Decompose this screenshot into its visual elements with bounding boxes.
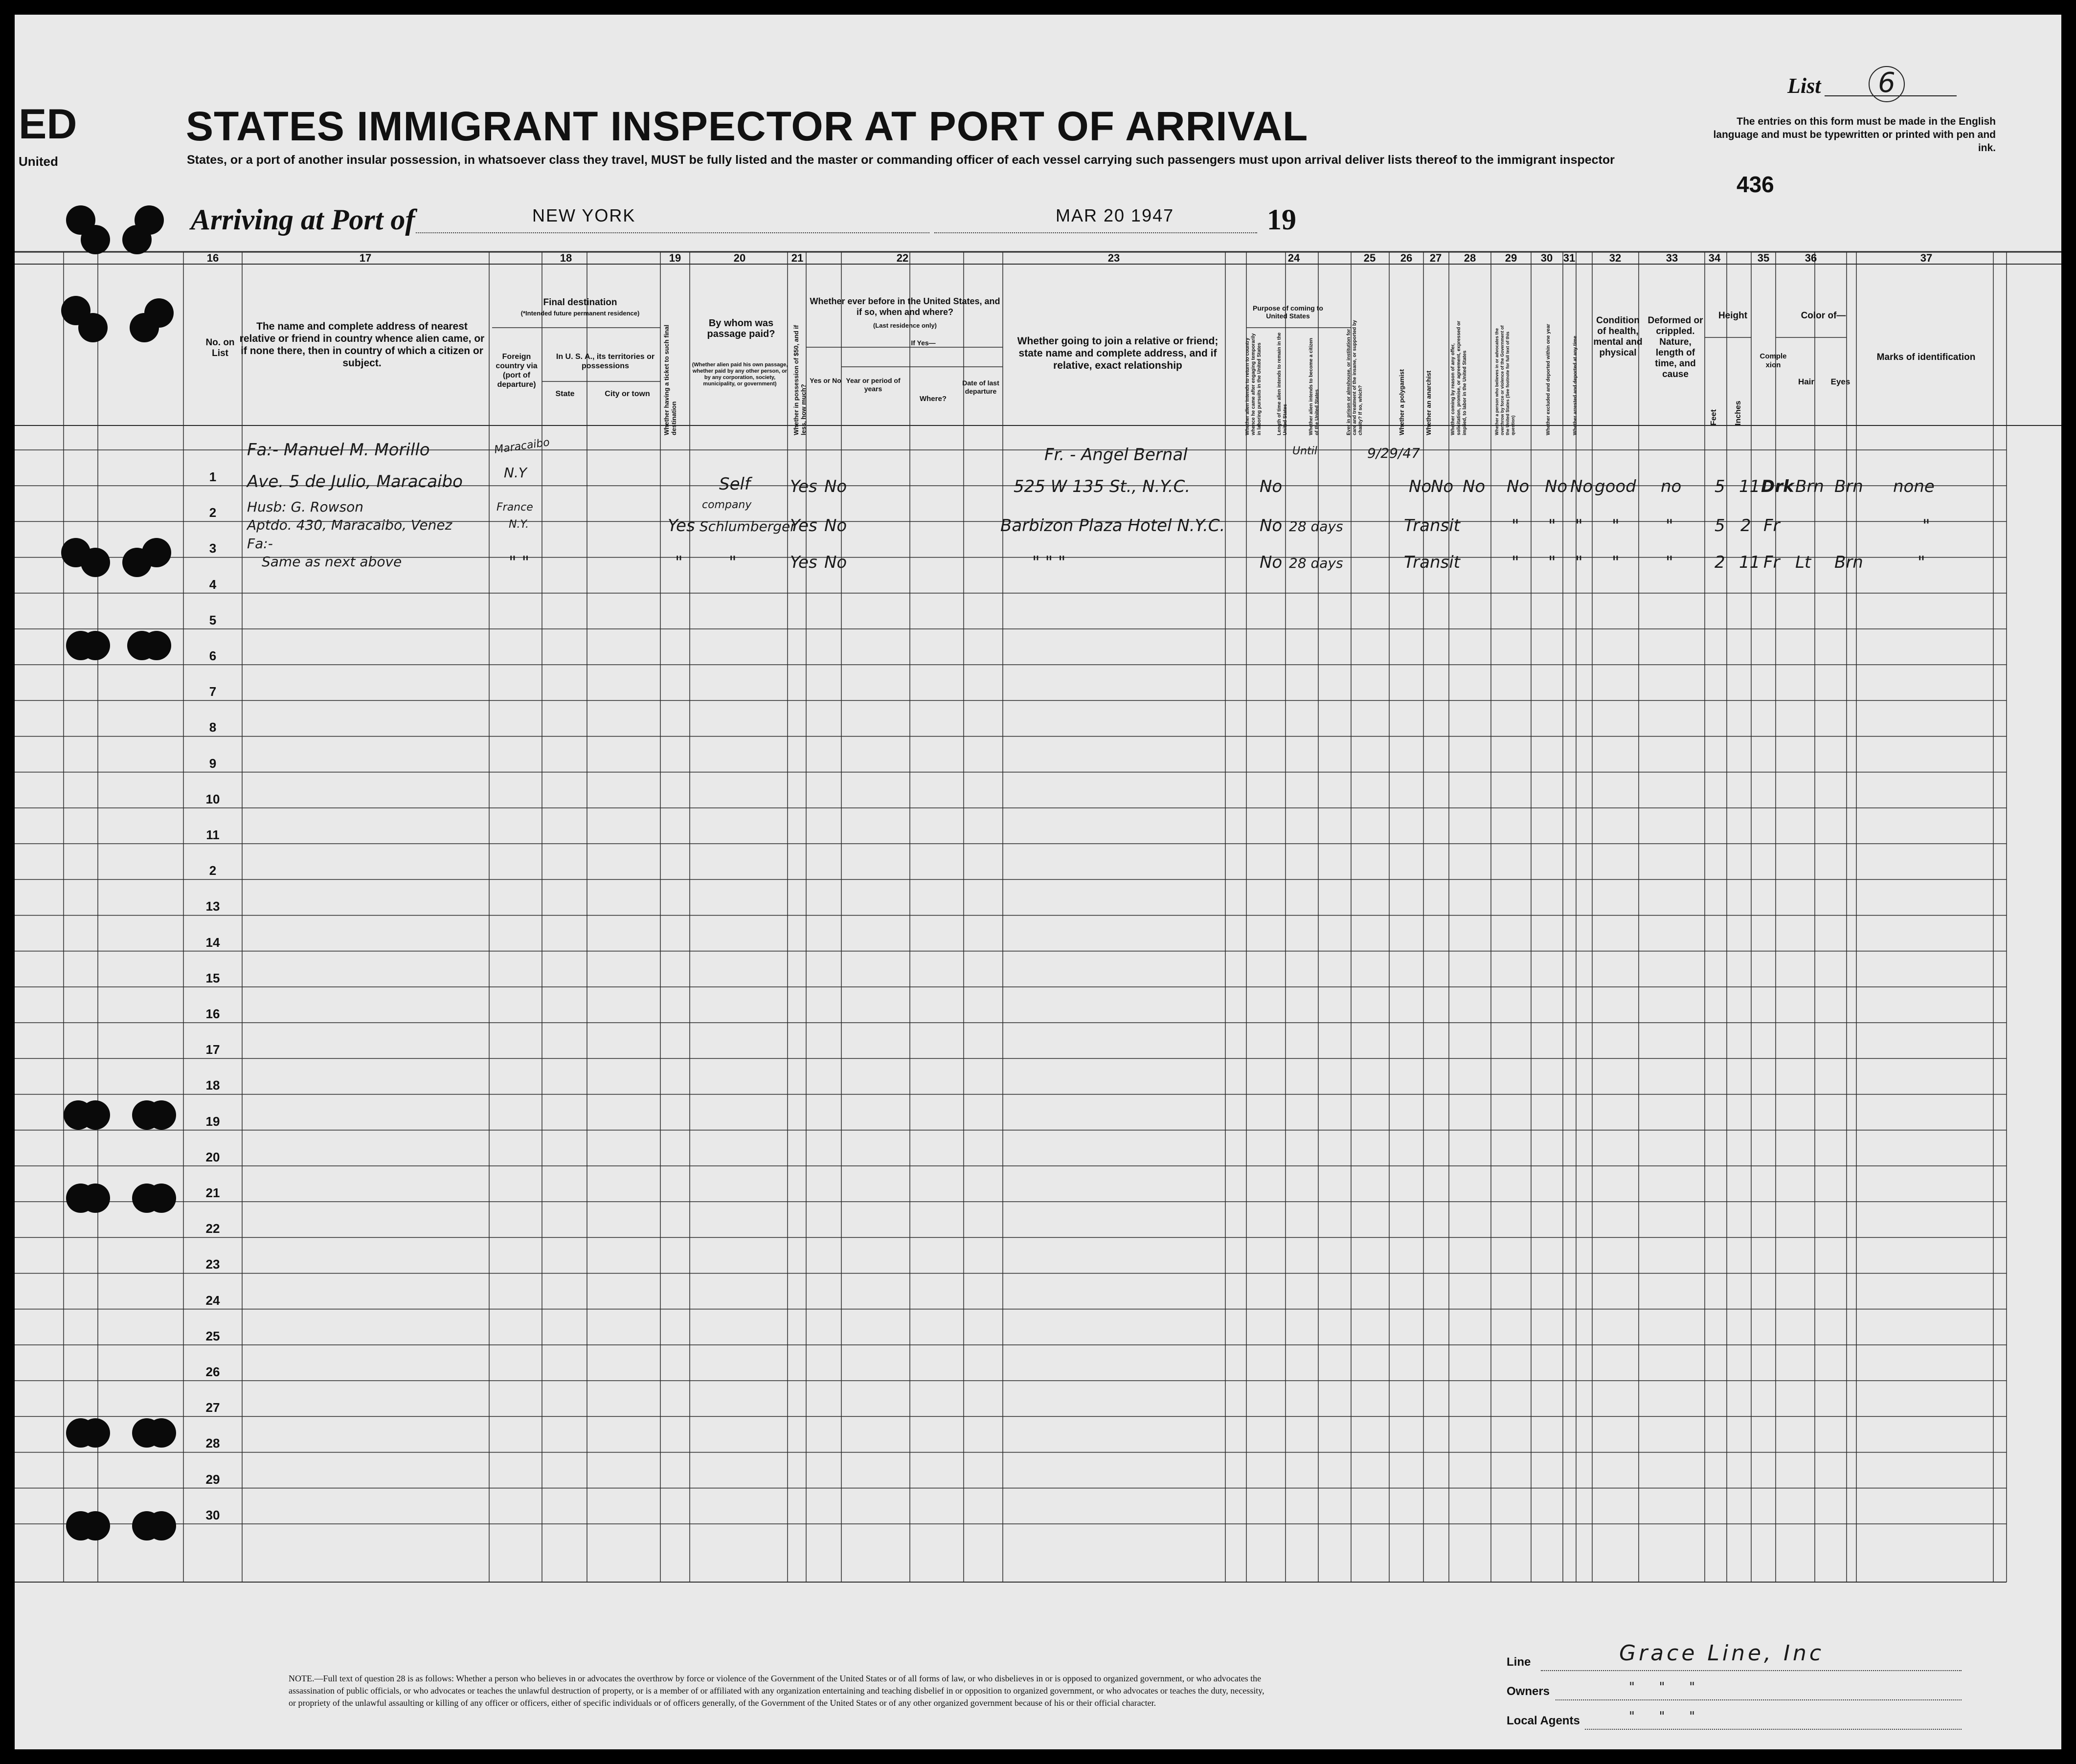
local-agents-label: Local Agents bbox=[1507, 1714, 1580, 1727]
row-number: 24 bbox=[205, 1293, 220, 1308]
row-number: 16 bbox=[205, 1006, 220, 1021]
line-value: Grace Line, Inc bbox=[1619, 1641, 1825, 1666]
header-c22-ifyes: If Yes— bbox=[911, 339, 936, 347]
column-number: 28 bbox=[1464, 252, 1476, 264]
r1-feet: 5 bbox=[1715, 477, 1725, 496]
r2-foreign-via: France bbox=[496, 501, 533, 514]
column-number: 29 bbox=[1505, 252, 1517, 264]
r3-complexion: Fr bbox=[1763, 553, 1780, 572]
header-c37: Marks of identification bbox=[1876, 352, 1976, 362]
punch-hole bbox=[81, 548, 110, 577]
column-number: 36 bbox=[1805, 252, 1817, 264]
r1-overthrow: No bbox=[1507, 477, 1530, 496]
row-number: 17 bbox=[205, 1042, 220, 1057]
line-underline bbox=[1541, 1670, 1962, 1671]
r3-deformed: " bbox=[1666, 553, 1673, 572]
r1-joining-address: 525 W 135 St., N.Y.C. bbox=[1014, 477, 1191, 496]
header-c21: Whether in possession of $50, and if less, how much? bbox=[792, 325, 807, 435]
r2-feet: 5 bbox=[1715, 516, 1725, 536]
header-c34-feet: Feet bbox=[1710, 409, 1718, 425]
arriving-label: Arriving at Port of bbox=[191, 203, 415, 236]
header-c20-note: (Whether alien paid his own passage, whether paid by any other person, or by any corporation, society, municipality, or government) bbox=[692, 362, 788, 387]
row-number: 6 bbox=[209, 648, 217, 663]
r1-marks: none bbox=[1893, 477, 1935, 496]
r2-paid-by-note: company bbox=[702, 499, 752, 511]
r2-joining: Barbizon Plaza Hotel N.Y.C. bbox=[1000, 516, 1225, 536]
header-c25: Ever in prison or almshouse, or institution for care and treatment of the insane, or supported by charity? If so, which? bbox=[1346, 320, 1363, 435]
header-c18-usa: In U. S. A., its territories or possessions bbox=[556, 353, 655, 370]
header-no-on-list: No. on List bbox=[205, 337, 235, 358]
column-number: 30 bbox=[1540, 252, 1553, 264]
r2-return: No bbox=[1260, 516, 1283, 536]
form-number: 436 bbox=[1737, 172, 1774, 197]
column-number: 22 bbox=[896, 252, 909, 264]
r3-ticket: " bbox=[675, 553, 683, 572]
header-c23: Whether going to join a relative or friend; state name and complete address, and if relative, exact relationship bbox=[1017, 335, 1219, 371]
r3-relative-address: Same as next above bbox=[262, 554, 402, 570]
r1-offer: No bbox=[1463, 477, 1486, 496]
r1-hair: Brn bbox=[1795, 477, 1824, 496]
r1-return: No bbox=[1260, 477, 1283, 496]
header-c36-eyes: Eyes bbox=[1830, 377, 1850, 386]
header-c18-sub: (*Intended future permanent residence) bbox=[520, 310, 640, 317]
r1-anarchist: No bbox=[1431, 477, 1454, 496]
column-number: 25 bbox=[1363, 252, 1376, 264]
r2-arrested: " bbox=[1575, 516, 1583, 536]
year-prefix: 19 bbox=[1267, 203, 1296, 236]
table-grid bbox=[15, 15, 2061, 1749]
header-c24-b: Length of time alien intends to remain in the United States bbox=[1277, 332, 1288, 435]
column-number: 37 bbox=[1920, 252, 1933, 264]
header-c17: The name and complete address of nearest relative or friend in country whence alien came, or if none there, then in country of which a citizen or subject. bbox=[239, 321, 485, 369]
header-c22-sub: (Last residence only) bbox=[873, 322, 937, 329]
row-number: 2 bbox=[209, 505, 217, 520]
r1-joining-name: Fr. - Angel Bernal bbox=[1044, 445, 1188, 465]
row-number: 13 bbox=[205, 899, 220, 914]
row-number: 1 bbox=[209, 469, 217, 484]
r2-overthrow: " bbox=[1512, 516, 1519, 536]
header-c18-foreign: Foreign country via (port of departure) bbox=[496, 353, 538, 389]
column-number: 35 bbox=[1757, 252, 1770, 264]
punch-hole bbox=[81, 1100, 110, 1130]
header-c35: Complexion bbox=[1760, 352, 1787, 369]
header-c20: By whom was passage paid? bbox=[707, 318, 775, 339]
date-value: MAR 20 1947 bbox=[1056, 205, 1174, 225]
header-c22-where: Where? bbox=[919, 395, 947, 403]
punch-hole bbox=[122, 548, 152, 577]
left-edge-fragment-2: United bbox=[19, 154, 58, 169]
r3-purpose: Transit bbox=[1404, 553, 1460, 572]
r1-paid-by: Self bbox=[719, 474, 750, 494]
page-title: STATES IMMIGRANT INSPECTOR AT PORT OF ARRIVAL bbox=[186, 103, 1309, 149]
entries-note: The entries on this form must be made in the English language and must be typewritten or printed with pen and ink. bbox=[1713, 116, 1996, 154]
port-line bbox=[416, 232, 929, 233]
row-number: 11 bbox=[206, 827, 220, 842]
r3-ever-before: No bbox=[824, 553, 847, 572]
column-number: 18 bbox=[560, 252, 572, 264]
r3-excluded: " bbox=[1548, 553, 1556, 572]
r1-health: good bbox=[1595, 477, 1636, 496]
punch-hole bbox=[122, 225, 152, 254]
row-number: 14 bbox=[205, 935, 220, 950]
r1-date-note: 9/29/47 bbox=[1367, 445, 1420, 461]
list-number: 6 bbox=[1869, 66, 1905, 102]
column-number: 19 bbox=[669, 252, 681, 264]
column-number: 32 bbox=[1609, 252, 1622, 264]
r2-inches: 2 bbox=[1740, 516, 1751, 536]
column-number: 21 bbox=[791, 252, 804, 264]
header-c34: Height bbox=[1718, 311, 1748, 321]
r3-length: 28 days bbox=[1289, 555, 1343, 571]
owners-label: Owners bbox=[1507, 1685, 1550, 1698]
row-number: 25 bbox=[205, 1328, 220, 1343]
row-number: 3 bbox=[209, 541, 217, 556]
r1-complexion: Drk bbox=[1761, 477, 1794, 496]
r2-funds: Yes bbox=[790, 516, 817, 536]
punch-hole bbox=[132, 1418, 161, 1448]
r3-return: No bbox=[1260, 553, 1283, 572]
column-number: 23 bbox=[1107, 252, 1120, 264]
r2-marks: " bbox=[1922, 516, 1930, 536]
line-label: Line bbox=[1507, 1655, 1531, 1669]
row-number: 29 bbox=[205, 1472, 220, 1487]
row-number: 19 bbox=[205, 1114, 220, 1129]
r1-inches: 11 bbox=[1739, 477, 1760, 496]
r1-eyes: Brn bbox=[1834, 477, 1863, 496]
r2-purpose: Transit bbox=[1404, 516, 1460, 536]
r3-health: " bbox=[1612, 553, 1620, 572]
r2-deformed: " bbox=[1666, 516, 1673, 536]
r1-relative-address: Ave. 5 de Julio, Maracaibo bbox=[247, 472, 463, 491]
row-number: 21 bbox=[205, 1185, 220, 1200]
r2-length: 28 days bbox=[1289, 518, 1343, 535]
r2-relative-name: Husb: G. Rowson bbox=[247, 499, 363, 515]
r2-paid-by: Schlumberger bbox=[700, 518, 796, 535]
r1-arrested: No bbox=[1570, 477, 1593, 496]
column-number: 34 bbox=[1708, 252, 1721, 264]
row-number: 20 bbox=[205, 1149, 220, 1164]
punch-hole bbox=[81, 1418, 110, 1448]
page-subtitle: States, or a port of another insular possession, in whatsoever class they travel, MUST be fully listed and the master or commanding officer of each vessel carrying such passengers must upon arrival deliver lists thereof to the immigrant inspector bbox=[187, 153, 1615, 167]
header-c22-date: Date of last departure bbox=[962, 379, 999, 395]
agents-underline bbox=[1585, 1729, 1962, 1730]
r3-paid-by: " bbox=[729, 553, 737, 572]
r3-joining: " " " bbox=[1032, 553, 1066, 572]
list-label: List bbox=[1787, 74, 1821, 98]
punch-hole bbox=[132, 1511, 161, 1541]
r1-polygamist: No bbox=[1409, 477, 1432, 496]
r3-arrested: " bbox=[1575, 553, 1583, 572]
r2-relative-address: Aptdo. 430, Maracaibo, Venez bbox=[247, 517, 452, 533]
local-agents-value: " " " bbox=[1629, 1709, 1695, 1724]
header-c24: Purpose of coming to United States bbox=[1253, 304, 1323, 320]
row-number: 7 bbox=[209, 684, 217, 699]
r1-ever-before: No bbox=[824, 477, 847, 496]
header-c36-hair: Hair bbox=[1798, 377, 1815, 386]
punch-hole bbox=[78, 313, 108, 342]
header-c18-city: City or town bbox=[605, 390, 650, 398]
r3-marks: " bbox=[1918, 553, 1925, 572]
punch-hole bbox=[130, 313, 159, 342]
r3-foreign-via: " " bbox=[509, 553, 530, 572]
header-c26: Whether a polygamist bbox=[1398, 369, 1405, 435]
r1-foreign-via: Maracaibo bbox=[493, 436, 551, 456]
row-number: 30 bbox=[205, 1507, 220, 1522]
header-c18-state: State bbox=[555, 390, 575, 398]
row-number: 23 bbox=[205, 1257, 220, 1272]
row-number: 5 bbox=[209, 612, 217, 627]
punch-hole bbox=[81, 1511, 110, 1541]
header-c29: Whether a person who believes in or advocates the overthrow by force or violence of the Government of the United States (See footnote for full text of this question) bbox=[1494, 325, 1515, 435]
column-number: 26 bbox=[1400, 252, 1413, 264]
row-number: 2 bbox=[209, 863, 217, 878]
column-number: 24 bbox=[1287, 252, 1300, 264]
header-c27: Whether an anarchist bbox=[1425, 370, 1432, 435]
row-number: 28 bbox=[205, 1436, 220, 1451]
column-number: 27 bbox=[1429, 252, 1442, 264]
r1-funds: Yes bbox=[790, 477, 817, 496]
r2-ticket: Yes bbox=[668, 516, 695, 536]
r1-state: N.Y bbox=[504, 465, 527, 481]
punch-hole bbox=[81, 1183, 110, 1213]
r1-deformed: no bbox=[1661, 477, 1682, 496]
header-c33: Deformed or crippled. Nature, length of time, and cause bbox=[1647, 315, 1703, 380]
header-c22-years: Year or period of years bbox=[846, 377, 901, 393]
r2-excluded: " bbox=[1548, 516, 1556, 536]
r1-length: Until bbox=[1292, 445, 1317, 457]
r3-feet: 2 bbox=[1715, 553, 1725, 572]
header-c28: Whether coming by reason of any offer, solicitation, promise, or agreement, expressed or implied, to labor in the United States bbox=[1450, 321, 1467, 435]
row-number: 26 bbox=[205, 1364, 220, 1379]
column-number: 17 bbox=[359, 252, 372, 264]
header-c34-inches: Inches bbox=[1734, 401, 1742, 425]
punch-hole bbox=[127, 631, 157, 660]
column-number: 20 bbox=[733, 252, 746, 264]
header-c32: Condition of health, mental and physical bbox=[1593, 315, 1643, 358]
r2-state: N.Y. bbox=[509, 518, 529, 531]
row-number: 15 bbox=[205, 970, 220, 985]
r2-ever-before: No bbox=[824, 516, 847, 536]
column-number: 33 bbox=[1666, 252, 1678, 264]
footnote: NOTE.—Full text of question 28 is as follows: Whether a person who believes in or advocates the overthrow by force or violence of the Government of the United States or of all forms of law, or who disbelieves in or is opposed to organized government, or who advocates the assassination of public officials, or who advocates or teaches the unlawful destruction of property, or is a member of or affiliated with any organization entertaining and teaching disbelief in or opposition to organized government, or who advocates or teaches the duty, necessity, or propriety of the unlawful assaulting or killing of any officer or officers, either of specific individuals or of officers generally, of the Government of the United States or of any other organized government because of his or their official character. bbox=[289, 1674, 1264, 1708]
r3-hair: Lt bbox=[1795, 553, 1811, 572]
row-number: 22 bbox=[205, 1221, 220, 1236]
row-number: 8 bbox=[209, 720, 217, 735]
owners-value: " " " bbox=[1629, 1680, 1695, 1695]
header-c19: Whether having a ticket to such final destination bbox=[663, 324, 677, 435]
r1-relative-name: Fa:- Manuel M. Morillo bbox=[247, 440, 430, 460]
header-c22: Whether ever before in the United States, and if so, when and where? bbox=[810, 296, 1000, 317]
header-c18: Final destination bbox=[543, 297, 617, 308]
r3-funds: Yes bbox=[790, 553, 817, 572]
header-c22-yesno: Yes or No bbox=[810, 377, 841, 384]
r1-excluded: No bbox=[1545, 477, 1568, 496]
r3-eyes: Brn bbox=[1834, 553, 1863, 572]
port-value: NEW YORK bbox=[532, 205, 636, 225]
punch-hole bbox=[81, 225, 110, 254]
header-c30: Whether excluded and deported within one year bbox=[1546, 324, 1551, 435]
row-number: 18 bbox=[205, 1078, 220, 1093]
header-c24-a: Whether alien intends to return to country whence he came after engaging temporarily in laboring pursuits in the United States bbox=[1245, 333, 1262, 435]
punch-hole bbox=[81, 631, 110, 660]
r2-complexion: Fr bbox=[1763, 516, 1780, 536]
r3-overthrow: " bbox=[1512, 553, 1519, 572]
column-number: 31 bbox=[1563, 252, 1576, 264]
punch-hole bbox=[132, 1183, 161, 1213]
r2-health: " bbox=[1612, 516, 1620, 536]
punch-hole bbox=[132, 1100, 161, 1130]
left-edge-fragment: ED bbox=[19, 101, 77, 148]
header-c31: Whether arrested and deported at any time bbox=[1573, 335, 1578, 435]
owners-underline bbox=[1556, 1699, 1962, 1700]
row-number: 27 bbox=[205, 1400, 220, 1415]
column-number: 16 bbox=[206, 252, 219, 264]
manifest-sheet bbox=[15, 15, 2061, 1749]
row-number: 9 bbox=[209, 756, 217, 771]
header-c36: Color of— bbox=[1801, 311, 1846, 321]
r3-inches: 11 bbox=[1739, 553, 1760, 572]
date-line bbox=[934, 232, 1257, 233]
row-number: 10 bbox=[205, 791, 220, 806]
row-number: 4 bbox=[209, 577, 217, 592]
header-c24-c: Whether alien intends to become a citizen of the United States bbox=[1309, 338, 1320, 435]
r3-relative-name: Fa:- bbox=[247, 536, 273, 552]
